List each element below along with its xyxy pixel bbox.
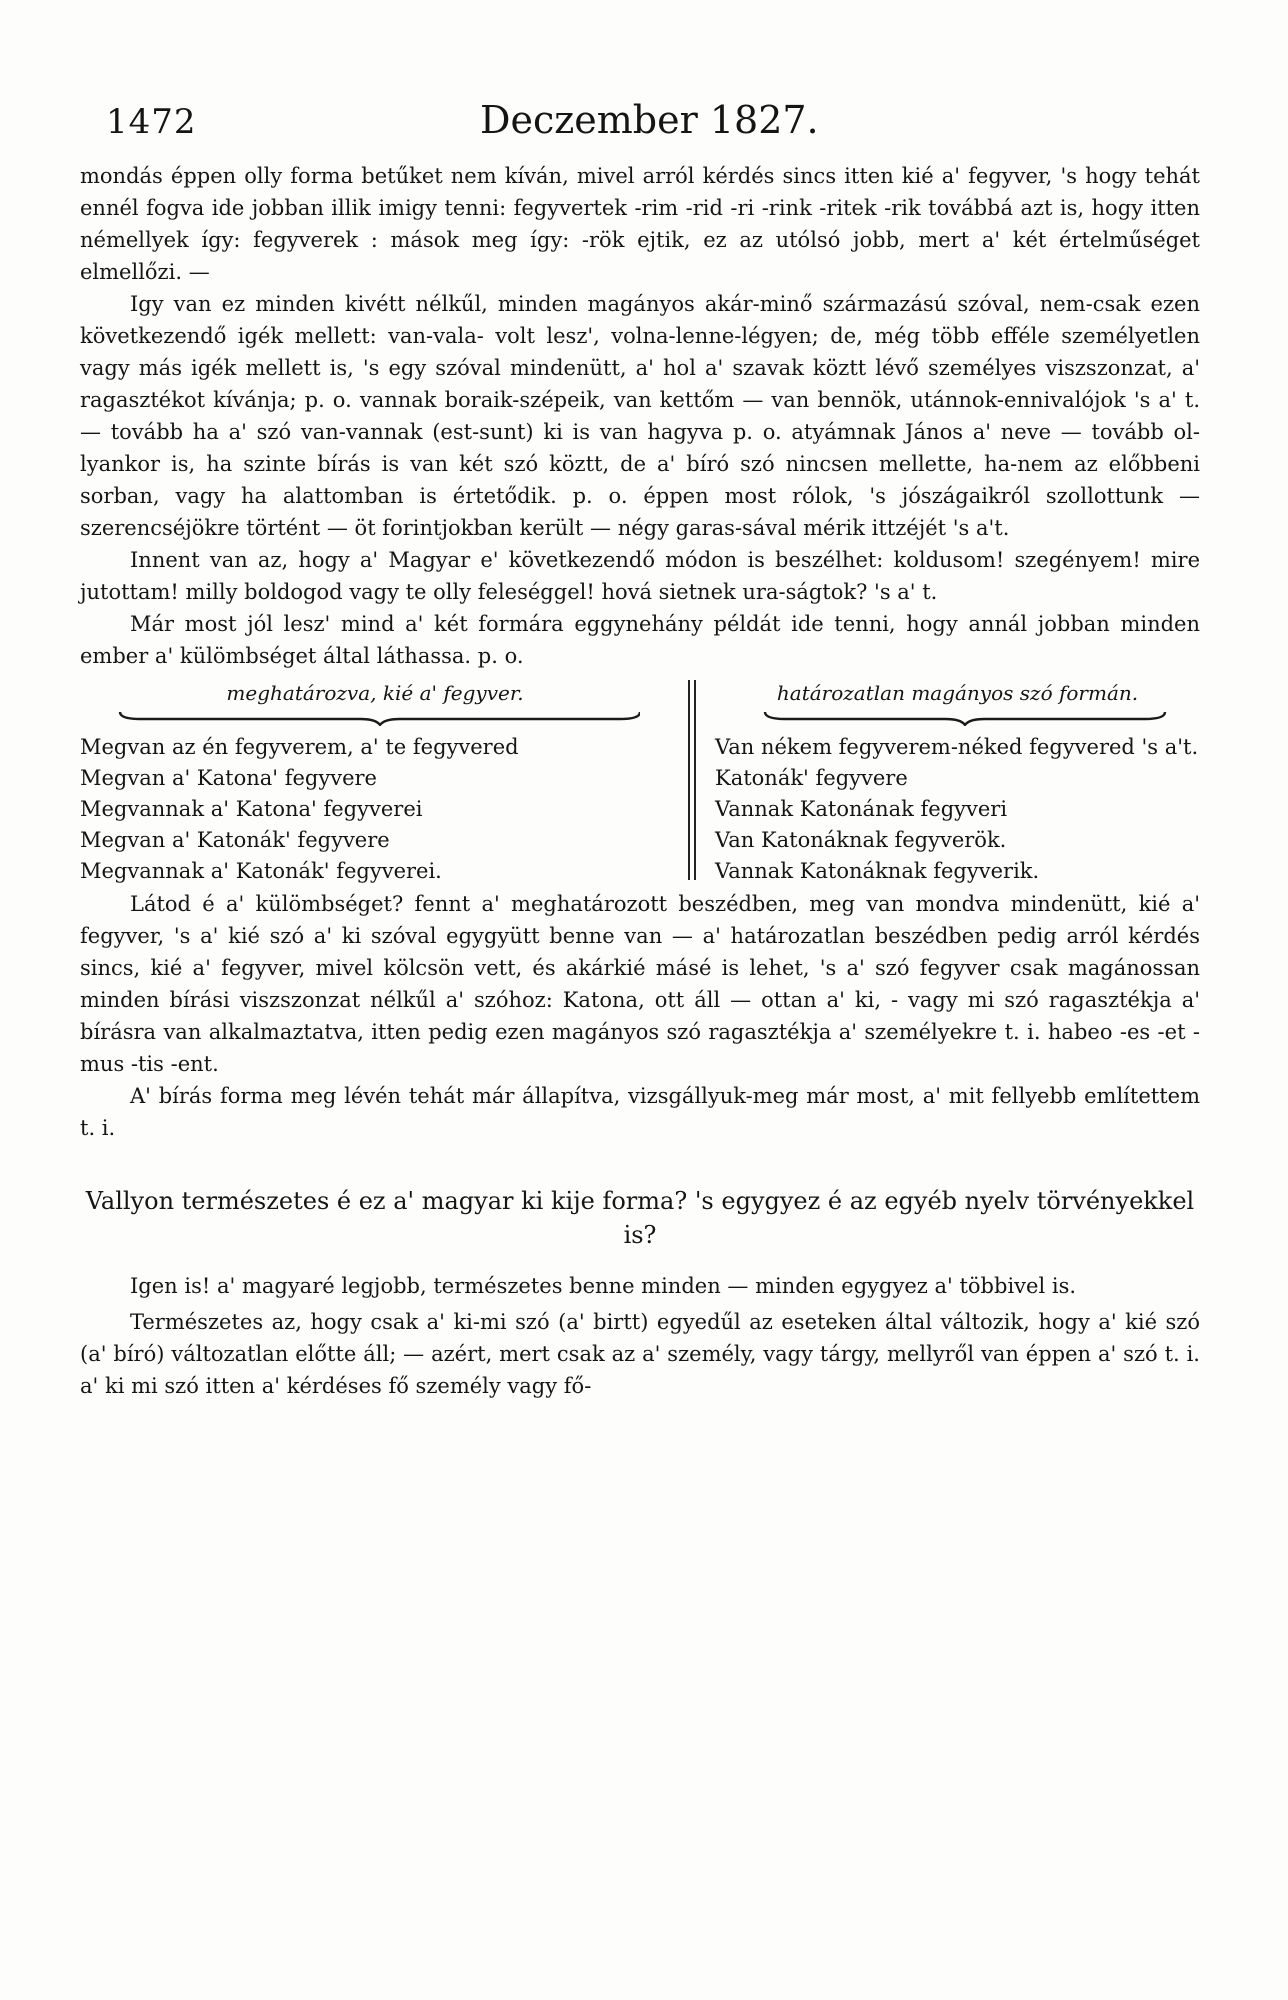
paragraph-6: A' bírás forma meg lévén tehát már állapítva, vizsgállyuk-meg már most, a' mit fellyebb említettem t. i. (80, 1084, 1200, 1140)
left-brace-icon (80, 710, 640, 726)
paragraph-7: Igen is! a' magyaré legjobb, természetes benne minden — minden egygyez a' többivel is. (130, 1274, 1077, 1298)
table-row: Vannak Katonának fegyveri (715, 797, 1008, 821)
paragraph-5: Látod é a' külömbséget? fennt a' meghatározott beszédben, meg van mondva mindenütt, kié a' fegyver, 's a' kié szó a' ki szóval egygyütt benne van — a' határozatlan beszédben pedig arról kérdés sincs, kié a' fegyver, mivel kölcsön vett, és akárkié másé is lehet, 's a' szó fegyver csak magánossan minden bírási viszszonzat nélkűl a' szóhoz: Katona, ott áll — ottan a' ki, - vagy mi szó ragasztékja a' bírásra van alkalmaztatva, itten pedig ezen magányos szó ragasztékja a' személyekre t. i. habeo -es -et -mus -tis -ent. (80, 892, 1200, 1076)
page-header (100, 96, 1200, 146)
right-column-heading: határozatlan magányos szó formán. (776, 681, 1139, 705)
page-body (80, 160, 1200, 1402)
table-row: Van Katonáknak fegyverök. (715, 828, 1007, 852)
left-column-heading: meghatározva, kié a' fegyver. (226, 681, 524, 705)
comparison-table (80, 678, 1200, 888)
table-row: Megvannak a' Katonák' fegyverei. (80, 859, 442, 883)
table-row: Vannak Katonáknak fegyverik. (715, 859, 1040, 883)
running-head: Deczember 1827. (480, 98, 819, 142)
paragraph-4: Már most jól lesz' mind a' két formára eggynehány példát ide tenni, hogy annál jobban minden ember a' külömbséget által láthassa. p. o. (80, 612, 1200, 668)
table-row: Katonák' fegyvere (715, 766, 908, 790)
section-question: Vallyon természetes é ez a' magyar ki kije forma? 's egygyez é az egyéb nyelv törvényekkel is? (85, 1187, 1195, 1249)
paragraph-3: Innent van az, hogy a' Magyar e' következendő módon is beszélhet: koldusom! szegényem! mire jutottam! milly boldogod vagy te olly feleséggel! hová sietnek ura-ságtok? 's a' t. (80, 548, 1200, 604)
paragraph-8: Természetes az, hogy csak a' ki-mi szó (a' birtt) egyedűl az eseteken által változik, hogy a' kié szó (a' bíró) változatlan előtte áll; — azért, mert csak az a' személy, vagy tárgy, mellyről van éppen a' szó t. i. a' ki mi szó itten a' kérdéses fő személy vagy fő- (80, 1310, 1200, 1398)
table-right-column (715, 678, 1200, 887)
page-number: 1472 (106, 102, 197, 142)
table-row: Megvan a' Katona' fegyvere (80, 766, 377, 790)
right-brace-icon (715, 710, 1200, 726)
paragraph-2: Igy van ez minden kivétt nélkűl, minden magányos akár-minő származású szóval, nem-csak ezen következendő igék mellett: van-vala- volt lesz', volna-lenne-légyen; de, még több efféle személyetlen vagy más igék mellett is, 's egy szóval mindenütt, a' hol a' szavak köztt lévő személyes viszszonzat, a' ragasztékot kívánja; p. o. vannak boraik-szépeik, van kettőm — van bennök, utánnok-ennivalójok 's a' t. — tovább ha a' szó van-vannak (est-sunt) ki is van hagyva p. o. atyámnak János a' neve — tovább ol-lyankor is, ha szinte bírás is van két szó köztt, de a' bíró szó nincsen mellette, ha-nem az előbbeni sorban, vagy ha alattomban is értetődik. p. o. éppen most rólok, 's jószágaikról szollottunk — szerencséjökre történt — öt forintjokban került — négy garas-sával mérik ittzéjét 's a't. (80, 292, 1200, 540)
table-row: Megvannak a' Katona' fegyverei (80, 797, 423, 821)
table-left-column (80, 678, 640, 887)
paragraph-1: mondás éppen olly forma betűket nem kíván, mivel arról kérdés sincs itten kié a' fegyver, 's hogy tehát ennél fogva ide jobban illik imigy tenni: fegyvertek -rim -rid -ri -rink -ritek -rik továbbá azt is, hogy itten némellyek így: fegyverek : mások meg így: -rök ejtik, ez az utólsó jobb, mert a' két értelműséget elmellőzi. — (80, 164, 1200, 284)
column-divider (688, 680, 696, 880)
table-row: Megvan a' Katonák' fegyvere (80, 828, 390, 852)
table-row: Megvan az én fegyverem, a' te fegyvered (80, 735, 519, 759)
table-row: Van nékem fegyverem-néked fegyvered 's a't. (715, 735, 1199, 759)
